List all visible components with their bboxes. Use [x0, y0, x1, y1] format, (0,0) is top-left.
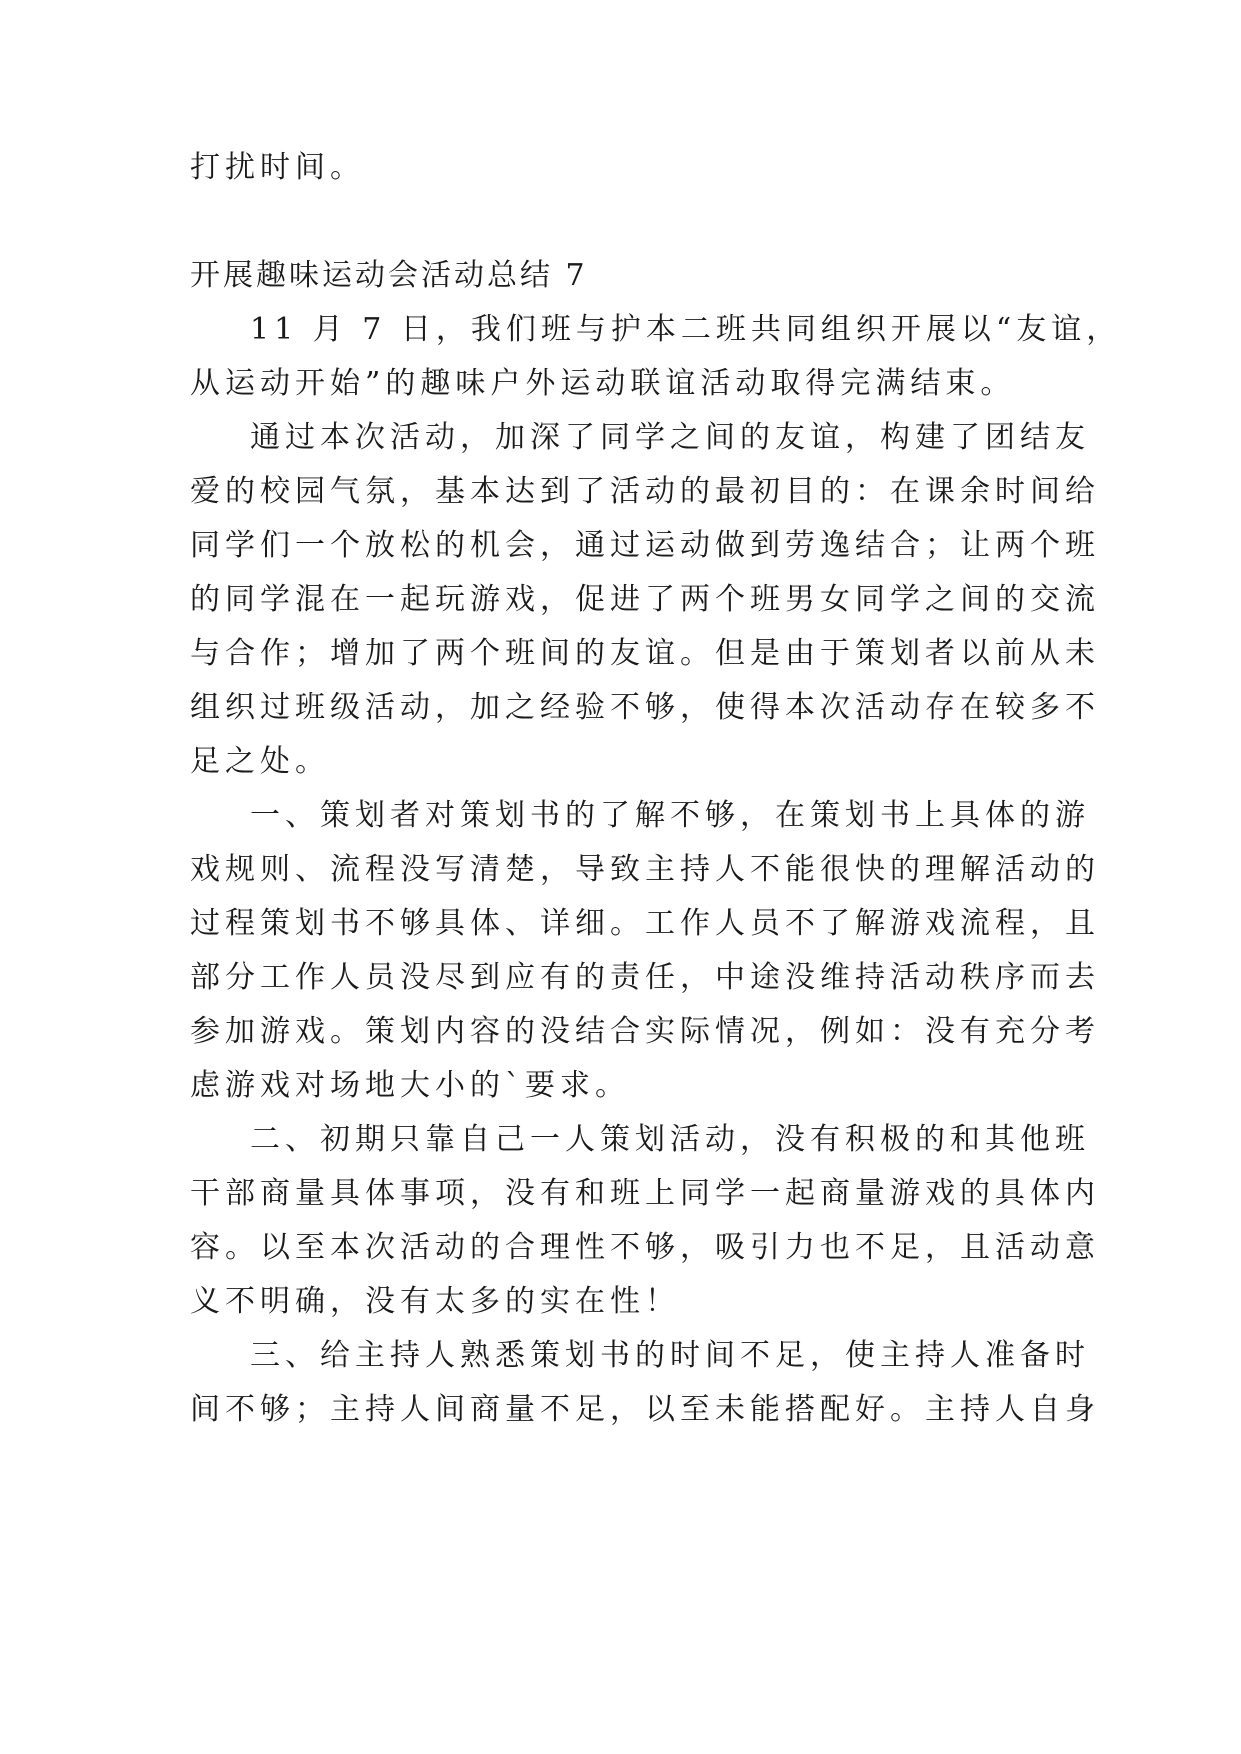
paragraph-line: 部分工作人员没尽到应有的责任，中途没维持活动秩序而去: [190, 960, 1100, 995]
paragraph-line: 足之处。: [190, 744, 330, 779]
paragraph-line: 与合作；增加了两个班间的友谊。但是由于策划者以前从未: [190, 636, 1100, 671]
paragraph-line: 的同学混在一起玩游戏，促进了两个班男女同学之间的交流: [190, 582, 1100, 617]
paragraph-line: 三、给主持人熟悉策划书的时间不足，使主持人准备时: [250, 1338, 1090, 1373]
paragraph-line: 从运动开始”的趣味户外运动联谊活动取得完满结束。: [190, 366, 1016, 401]
paragraph-line: 过程策划书不够具体、详细。工作人员不了解游戏流程，且: [190, 906, 1100, 941]
paragraph-line: 戏规则、流程没写清楚，导致主持人不能很快的理解活动的: [190, 852, 1100, 887]
paragraph-line: 通过本次活动，加深了同学之间的友谊，构建了团结友: [250, 420, 1090, 455]
text-line: 打扰时间。: [190, 150, 365, 185]
paragraph-line: 参加游戏。策划内容的没结合实际情况，例如：没有充分考: [190, 1014, 1100, 1049]
paragraph-line: 干部商量具体事项，没有和班上同学一起商量游戏的具体内: [190, 1176, 1100, 1211]
paragraph-line: 爱的校园气氛，基本达到了活动的最初目的：在课余时间给: [190, 474, 1100, 509]
section-heading: 开展趣味运动会活动总结 7: [190, 258, 588, 293]
paragraph-line: 同学们一个放松的机会，通过运动做到劳逸结合；让两个班: [190, 528, 1100, 563]
paragraph-line: 一、策划者对策划书的了解不够，在策划书上具体的游: [250, 798, 1090, 833]
paragraph-line: 容。以至本次活动的合理性不够，吸引力也不足，且活动意: [190, 1230, 1100, 1265]
paragraph-line: 11 月 7 日，我们班与护本二班共同组织开展以“友谊，: [250, 312, 1122, 347]
paragraph-line: 虑游戏对场地大小的`要求。: [190, 1068, 630, 1103]
paragraph-line: 间不够；主持人间商量不足，以至未能搭配好。主持人自身: [190, 1392, 1100, 1427]
paragraph-line: 义不明确，没有太多的实在性！: [190, 1284, 680, 1319]
paragraph-line: 组织过班级活动，加之经验不够，使得本次活动存在较多不: [190, 690, 1100, 725]
paragraph-line: 二、初期只靠自己一人策划活动，没有积极的和其他班: [250, 1122, 1090, 1157]
